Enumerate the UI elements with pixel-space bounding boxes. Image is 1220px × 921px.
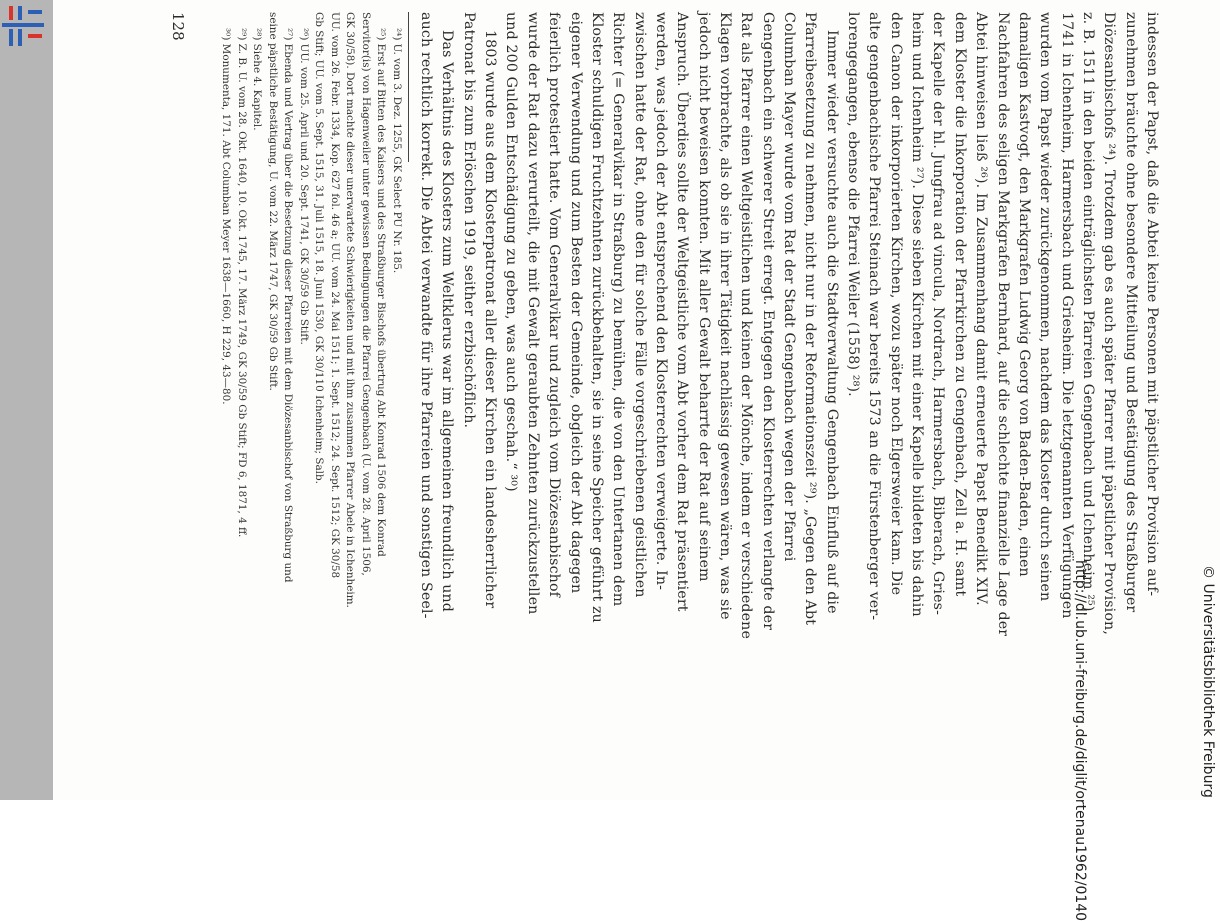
footnote-line: Gb Stift; UU. vom 5. Sept. 1515, 31. Juli 1515, 18. Juni 1530, GK 30/110 Ichenheim; Salb. [313, 12, 326, 484]
body-line: Richter (= Generalvikar in Straßburg) zu bemühen, die von den Untertanen dem [610, 12, 627, 607]
body-line: werden, was jedoch der Abt entsprechend den Klosterrechten verweigerte. In- [652, 12, 669, 591]
footnote-line: ²⁷) Ebenda und Vertrag über die Besetzung dieser Pfarreien mit dem Diözesanbischof von Straßburg und [282, 28, 295, 583]
body-line: Klagen vorbrachte, als ob sie in ihrer Tätigkeit nachlässig gewesen wären, was sie [717, 12, 733, 620]
body-line: Rat als Pfarrer einen Weltgeistlichen und keinen der Mönche, indem er verschiedene [738, 12, 755, 640]
body-line: Kloster schuldigen Fruchtzehnten zurückbehalten, sie in seine Speicher geführt zu [588, 12, 605, 623]
body-line: Columban Mayer wurde vom Rat der Stadt Gengenbach wegen der Pfarrei [781, 12, 798, 562]
body-line: und 200 Gulden Entschädigung zu geben, was auch geschah.“ ³⁰) [503, 12, 520, 492]
footnote-line: seine päpstliche Bestätigung, U. vom 22. März 1747, GK 30/59 Gb Stift. [266, 12, 279, 391]
body-line: 1741 in Ichenheim, Harmersbach und Griesheim. Die letztgenannten Verfügungen [1058, 12, 1075, 619]
body-line: wurde der Rat dazu verurteilt, die mit Gewalt geraubten Zehnten zurückzustellen [524, 12, 541, 615]
body-line: indessen der Papst, daß die Abtei keine Personen mit päpstlicher Provision auf- [1144, 12, 1160, 597]
footnote-line: ²⁵) Erst auf Bitten des Kaisers und des Straßburger Bischofs übertrug Abt Konrad 1506 dem Konrad [375, 28, 388, 557]
footnote-line: ²⁶) UU. vom 25. April und 20. Sept. 1741, GK 30/59 Gb Stift. [297, 28, 310, 345]
body-line: dem Kloster die Inkorporation der Pfarrkirchen zu Gengenbach, Zell a. H. samt [951, 12, 968, 597]
viewer-sidebar [0, 0, 53, 800]
body-line: Immer wieder versuchte auch die Stadtverwaltung Gengenbach Einfluß auf die [823, 30, 840, 614]
permalink-url[interactable]: http://dl.ub.uni-freiburg.de/diglit/ortenau1962/0140 [1072, 560, 1088, 921]
body-line: der Kapelle der hl. Jungfrau ad vincula, Nordrach, Harmersbach, Biberach, Gries- [930, 12, 947, 616]
body-line: zwischen hatte der Rat, ohne den für solche Fälle vorgeschriebenen geistlichen [631, 12, 648, 598]
footnote-line: ²⁴) U. vom 3. Dez. 1255, GK Select PU Nr. 185. [390, 28, 403, 274]
body-line: Nachfahren des seligen Markgrafen Bernhard, auf die schlechte finanzielle Lage der [994, 12, 1011, 637]
page-number: 128 [168, 12, 187, 41]
library-logo-icon[interactable] [2, 4, 44, 48]
body-line: heim und Ichenheim ²⁷). Diese sieben Kirchen mit einer Kapelle bildeten bis dahin [909, 12, 926, 617]
body-text [168, 0, 1168, 800]
footnote-line: ³⁰) Monumenta, 171. Abt Columban Meyer 1638—1660, H 229, 43—80. [220, 28, 233, 405]
body-line: Abtei hinweisen ließ ²⁶). Im Zusammenhang damit erneuerte Papst Benedikt XIV. [973, 12, 990, 606]
body-line: Patronat bis zum Erlöschen 1919, seither erzbischöflich. [460, 12, 477, 429]
page-content-rotated [168, 0, 1168, 800]
copyright-notice: © Universitätsbibliothek Freiburg [1200, 565, 1216, 798]
body-line: feierlich protestiert hatte. Vom Generalvikar und zugleich vom Diözesanbischof [546, 12, 563, 598]
footnote-line: Servitor(is) von Hagenweiler unter gewissen Bedingungen die Pfarrei Gengenbach (U. vom 28. April 1506, [359, 12, 372, 576]
footnote-line: ²⁹) Z. B. U. vom 28. Okt. 1640, 10. Okt. 1745, 17. März 1749, GK 30/59 Gb Stift; FD 6, 1871, 4 ff. [235, 28, 248, 538]
body-line: 1803 wurde aus dem Klosterpatronat aller dieser Kirchen ein landesherrlicher [482, 30, 499, 609]
body-line: auch rechtlich korrekt. Die Abtei verwandte für ihre Pfarreien und sonstigen Seel- [418, 12, 435, 619]
body-line: wurden vom Papst wieder zurückgenommen, nachdem das Kloster durch seinen [1037, 12, 1054, 602]
body-line: lorengegangen, ebenso die Pfarrei Weiler (1558) ²⁸). [845, 12, 862, 397]
body-line: den Canon der inkorporierten Kirchen, wozu später noch Elgersweier kam. Die [887, 12, 904, 596]
body-line: alte gengenbachische Pfarrei Steinach war bereits 1573 an die Fürstenberger ver- [866, 12, 883, 621]
body-line: Anspruch. Überdies sollte der Weltgeistliche vom Abt vorher dem Rat präsentiert [674, 12, 691, 612]
body-line: zunehmen bräuchte ohne besondere Mitteilung und Bestätigung des Straßburger [1122, 12, 1139, 613]
footnote-line: ²⁸) Siehe 4. Kapitel. [251, 28, 264, 131]
footnote-line: UU. vom 26. Febr. 1334, Kop. 627 fol. 46 a; UU. vom 24. Mai 1511; 1. Sept. 1512; 24. Sept. 1512; GK 30/58 [328, 12, 341, 579]
body-line: jedoch nicht beweisen konnten. Mit aller Gewalt beharrte der Rat auf seinem [695, 12, 712, 582]
footnote-line: GK 30/58). Dort machte dieser unerwartete Schwierigkeiten und mit ihm zusammen Pfarrer Abele in Ichenheim. [344, 12, 357, 608]
body-line: Pfarreibesetzung zu nehmen, nicht nur in der Reformationszeit ²⁹). „Gegen den Abt [802, 12, 819, 626]
body-line: Das Verhältnis des Klosters zum Weltklerus war im allgemeinen freundlich und [439, 30, 456, 613]
body-line: damaligen Kastvogt, den Markgrafen Ludwig Georg von Baden-Baden, einen [1015, 12, 1032, 577]
body-line: Diözesanbischofs ²⁴). Trotzdem gab es auch später Pfarrer mit päpstlicher Provision, [1101, 12, 1118, 636]
scanned-page [53, 0, 1220, 800]
footnote-separator [408, 12, 409, 162]
body-line: eigener Verwendung und zum Besten der Gemeinde, obgleich der Abt dagegen [567, 12, 584, 594]
body-line: Gengenbach ein schwerer Streit erregt. Entgegen den Klosterrechten verlangte der [759, 12, 776, 631]
body-line: z. B. 1511 in den beiden einträglichsten Pfarreien Gengenbach und Ichenheim ²⁵). [1079, 12, 1096, 617]
